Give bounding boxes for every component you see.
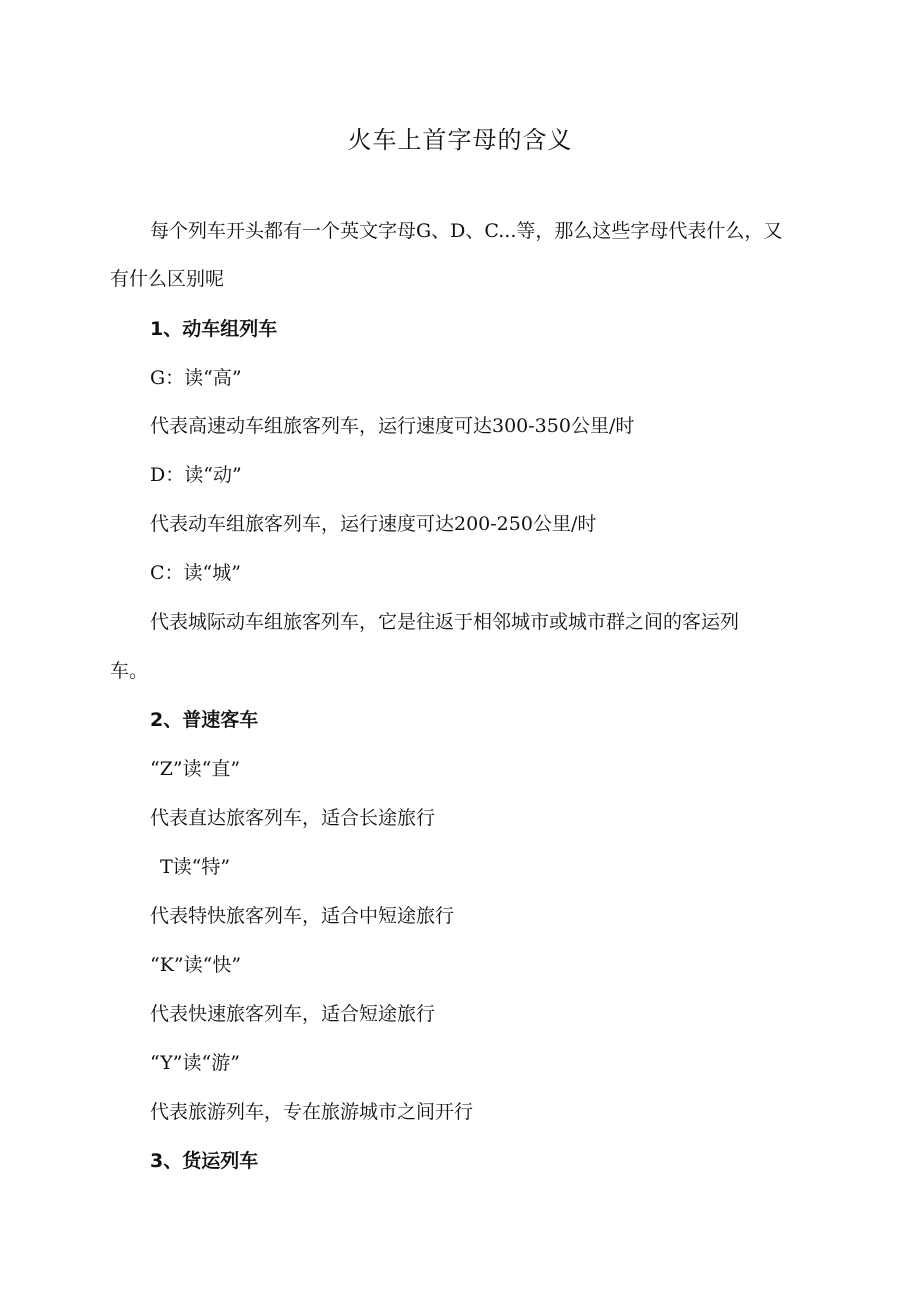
y-description: 代表旅游列车，专在旅游城市之间开行 [150, 1101, 474, 1123]
c-label: C：读“城” [150, 562, 241, 584]
g-description: 代表高速动车组旅客列车，运行速度可达300-350公里/时 [150, 415, 635, 437]
d-label: D：读“动” [150, 464, 242, 486]
z-label: “Z”读“直” [150, 758, 241, 780]
t-label: T读“特” [160, 856, 231, 878]
intro-line-2: 有什么区别呢 [110, 268, 225, 290]
document-title: 火车上首字母的含义 [347, 126, 573, 154]
c-description-line-1: 代表城际动车组旅客列车，它是往返于相邻城市或城市群之间的客运列 [150, 611, 740, 633]
k-label: “K”读“快” [150, 954, 242, 976]
c-description-line-2: 车。 [110, 660, 149, 682]
y-label: “Y”读“游” [150, 1052, 240, 1074]
k-description: 代表快速旅客列车，适合短途旅行 [150, 1003, 436, 1025]
intro-line-1: 每个列车开头都有一个英文字母G、D、C...等，那么这些字母代表什么，又 [150, 220, 783, 242]
section-3-heading: 3、货运列车 [150, 1150, 259, 1172]
d-description: 代表动车组旅客列车，运行速度可达200-250公里/时 [150, 513, 597, 535]
z-description: 代表直达旅客列车，适合长途旅行 [150, 807, 436, 829]
section-1-heading: 1、动车组列车 [150, 318, 278, 340]
t-description: 代表特快旅客列车，适合中短途旅行 [150, 905, 455, 927]
section-2-heading: 2、普速客车 [150, 709, 259, 731]
g-label: G：读“高” [150, 367, 242, 389]
